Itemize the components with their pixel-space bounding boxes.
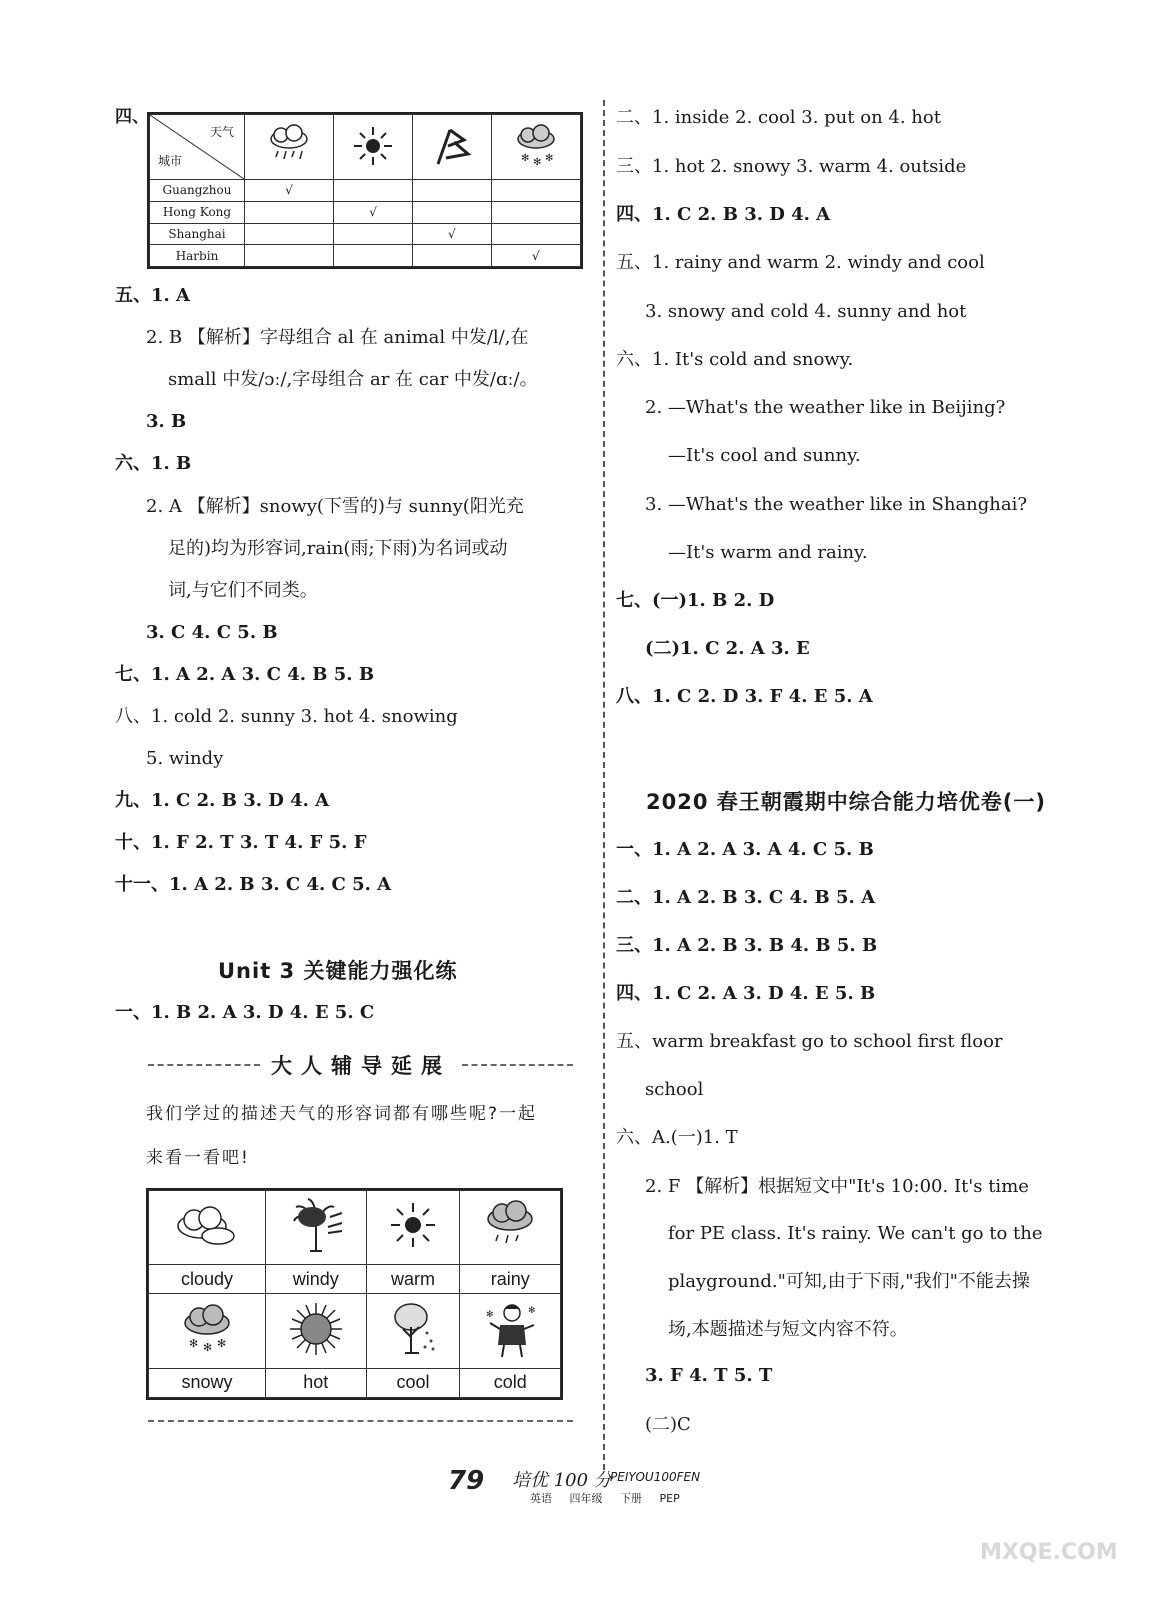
windy-icon: [266, 1191, 367, 1265]
city-name: Harbin: [150, 245, 245, 267]
rainy-icon: [460, 1191, 561, 1265]
answer-8b: 5. windy: [146, 748, 224, 769]
svg-text:✻: ✻: [486, 1308, 494, 1319]
answer-6-2a: 2. A 【解析】snowy(下雪的)与 sunny(阳光充: [146, 496, 524, 517]
right-answer-3: 三、1. hot 2. snowy 3. warm 4. outside: [616, 156, 967, 177]
right-answer-6-2a: 2. —What's the weather like in Beijing?: [645, 397, 1006, 418]
mid-answer-1: 一、1. A 2. A 3. A 4. C 5. B: [616, 839, 874, 860]
mid-answer-6-b: (二)C: [645, 1414, 691, 1435]
mid-answer-5b: school: [645, 1079, 704, 1100]
brand-name: 培优 100 分: [512, 1470, 612, 1491]
vocab-word: cold: [460, 1368, 561, 1397]
answer-6-2b: 足的)均为形容词,rain(雨;下雨)为名词或动: [168, 538, 508, 559]
city-name: Shanghai: [150, 223, 245, 245]
warm-sun-icon: [366, 1191, 460, 1265]
answer-5-1: 五、1. A: [115, 285, 191, 306]
answer-5-2b: small 中发/ɔː/,字母组合 ar 在 car 中发/ɑː/。: [168, 369, 538, 390]
svg-text:✻: ✻: [189, 1337, 199, 1350]
svg-text:✻: ✻: [520, 152, 530, 164]
rain-icon: [245, 115, 334, 180]
mid-answer-6-2b: for PE class. It's rainy. We can't go to the: [668, 1223, 1043, 1244]
column-divider: [603, 100, 605, 1470]
answer-10: 十、1. F 2. T 3. T 4. F 5. F: [115, 832, 367, 853]
weather-table: [147, 112, 583, 269]
answer-6-2c: 词,与它们不同类。: [168, 580, 318, 601]
answer-6-1: 六、1. B: [115, 453, 192, 474]
weather-vocab-table: [146, 1188, 563, 1400]
unit3-title: Unit 3 关键能力强化练: [218, 959, 458, 983]
banner-text: 大人辅导延展: [271, 1054, 451, 1078]
check-mark: √: [491, 245, 580, 267]
vocab-word: windy: [266, 1265, 367, 1294]
svg-text:✻: ✻: [532, 156, 542, 168]
right-answer-4: 四、1. C 2. B 3. D 4. A: [616, 204, 831, 225]
vocab-word: rainy: [460, 1265, 561, 1294]
mid-answer-6-3: 3. F 4. T 5. T: [645, 1365, 773, 1386]
answer-6-3: 3. C 4. C 5. B: [146, 622, 278, 643]
right-answer-5b: 3. snowy and cold 4. sunny and hot: [645, 301, 967, 322]
vocab-word: cool: [366, 1368, 460, 1397]
section-4-label: 四、: [115, 107, 149, 127]
vocab-word: warm: [366, 1265, 460, 1294]
mid-answer-4: 四、1. C 2. A 3. D 4. E 5. B: [616, 983, 876, 1004]
right-answer-7a: 七、(一)1. B 2. D: [616, 590, 775, 611]
right-answer-5a: 五、1. rainy and warm 2. windy and cool: [616, 252, 985, 273]
vocab-word: cloudy: [149, 1265, 266, 1294]
intro-line-1: 我们学过的描述天气的形容词都有哪些呢?一起: [146, 1104, 538, 1124]
mid-answer-6-2d: 场,本题描述与短文内容不符。: [668, 1319, 908, 1340]
weather-header: 天气: [209, 125, 234, 139]
right-answer-8: 八、1. C 2. D 3. F 4. E 5. A: [616, 686, 873, 707]
right-answer-6-2b: —It's cool and sunny.: [668, 445, 861, 466]
cool-tree-icon: [366, 1294, 460, 1368]
hot-sun-icon: [266, 1294, 367, 1368]
right-answer-6-3a: 3. —What's the weather like in Shanghai?: [645, 494, 1028, 515]
right-answer-7b: (二)1. C 2. A 3. E: [645, 638, 810, 659]
svg-text:✻: ✻: [544, 152, 554, 164]
mid-answer-2: 二、1. A 2. B 3. C 4. B 5. A: [616, 887, 876, 908]
answer-5-2a: 2. B 【解析】字母组合 al 在 animal 中发/l/,在: [146, 327, 529, 348]
svg-text:✻: ✻: [217, 1337, 227, 1350]
bottom-divider: [148, 1420, 573, 1422]
mid-answer-5a: 五、warm breakfast go to school first floor: [616, 1031, 1003, 1052]
table-corner-header: [150, 115, 245, 180]
vocab-word: snowy: [149, 1368, 266, 1397]
right-answer-6-1: 六、1. It's cold and snowy.: [616, 349, 854, 370]
answer-11: 十一、1. A 2. B 3. C 4. C 5. A: [115, 874, 392, 895]
unit3-answer-1: 一、1. B 2. A 3. D 4. E 5. C: [115, 1002, 375, 1023]
vocab-word: hot: [266, 1368, 367, 1397]
cold-person-icon: [460, 1294, 561, 1368]
answer-7: 七、1. A 2. A 3. C 4. B 5. B: [115, 664, 375, 685]
city-name: Guangzhou: [150, 180, 245, 202]
watermark: MXQE.COM: [980, 1540, 1118, 1565]
snow-icon: [491, 115, 580, 180]
cloudy-icon: [149, 1191, 266, 1265]
weather-row: [150, 201, 581, 223]
weather-row: [150, 245, 581, 267]
svg-text:✻: ✻: [528, 1304, 536, 1315]
svg-text:✻: ✻: [203, 1341, 213, 1354]
weather-row: [150, 180, 581, 202]
tutoring-banner: [148, 1050, 573, 1080]
snowy-icon: [149, 1294, 266, 1368]
mid-answer-6-1: 六、A.(一)1. T: [616, 1127, 738, 1148]
sun-icon: [334, 115, 413, 180]
answer-5-3: 3. B: [146, 411, 187, 432]
mid-answer-6-2a: 2. F 【解析】根据短文中"It's 10:00. It's time: [645, 1176, 1029, 1197]
check-mark: √: [245, 180, 334, 202]
book-meta: 英语 四年级 下册 PEP: [530, 1492, 680, 1505]
brand-latin: PEIYOU100FEN: [610, 1470, 701, 1484]
city-name: Hong Kong: [150, 201, 245, 223]
check-mark: √: [413, 223, 492, 245]
intro-line-2: 来看一看吧!: [146, 1148, 250, 1168]
mid-answer-6-2c: playground."可知,由于下雨,"我们"不能去操: [668, 1271, 1030, 1292]
midterm-title: 2020 春王朝霞期中综合能力培优卷(一): [646, 790, 1046, 814]
city-header: 城市: [158, 154, 183, 168]
answer-8a: 八、1. cold 2. sunny 3. hot 4. snowing: [115, 706, 458, 727]
answer-9: 九、1. C 2. B 3. D 4. A: [115, 790, 330, 811]
wind-icon: [413, 115, 492, 180]
mid-answer-3: 三、1. A 2. B 3. B 4. B 5. B: [616, 935, 878, 956]
right-answer-6-3b: —It's warm and rainy.: [668, 542, 868, 563]
check-mark: √: [334, 201, 413, 223]
weather-row: [150, 223, 581, 245]
page-footer: [448, 1466, 768, 1506]
right-answer-2: 二、1. inside 2. cool 3. put on 4. hot: [616, 107, 941, 128]
page-number: 79: [448, 1466, 485, 1496]
